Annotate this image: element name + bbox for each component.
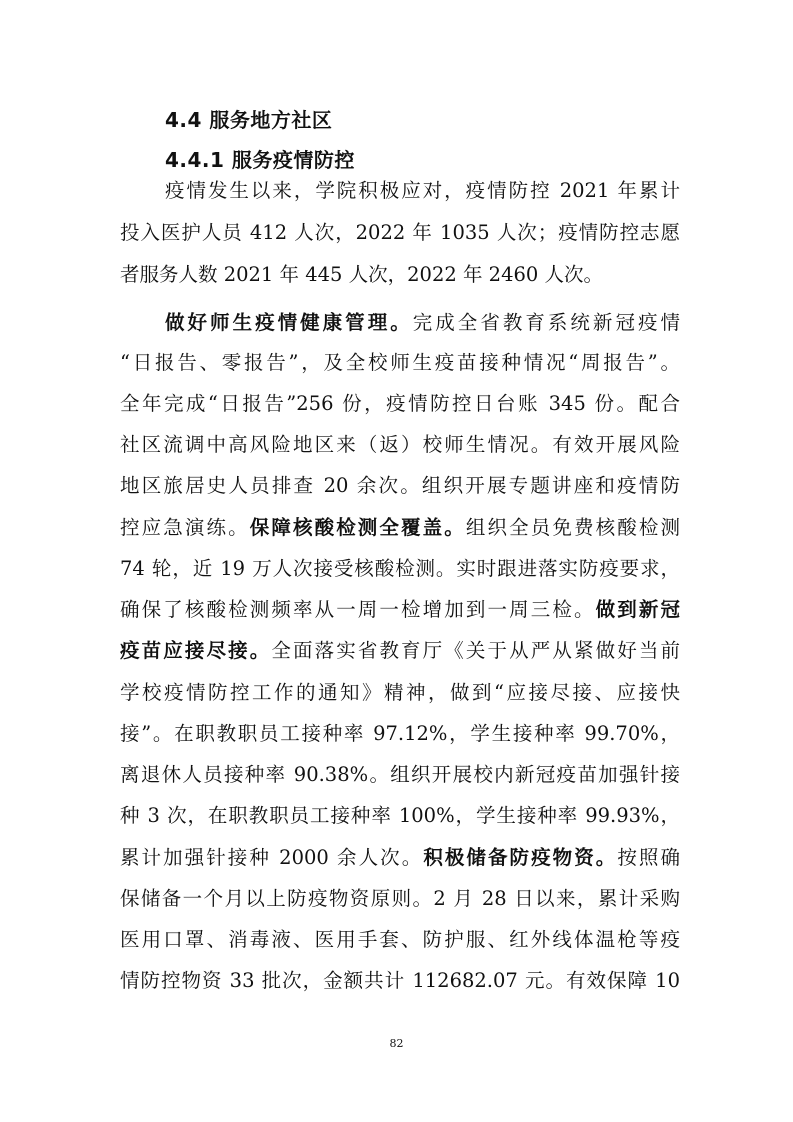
text-run: 累计加强针接种 2000 余人次。 [120, 846, 424, 869]
paragraph-line: 全年完成“日报告”256 份，疫情防控日台账 345 份。配合 [120, 392, 680, 415]
text-run: 确保了核酸检测频率从一周一检增加到一周三检。 [120, 598, 596, 621]
paragraph-line: 保储备一个月以上防疫物资原则。2 月 28 日以来，累计采购 [120, 887, 680, 910]
bold-phrase: 保障核酸检测全覆盖。 [249, 516, 466, 539]
paragraph-line: 学校疫情防控工作的通知》精神，做到“应接尽接、应接快 [120, 681, 680, 704]
text-run: 控应急演练。 [120, 516, 250, 539]
paragraph-line: “日报告、零报告”，及全校师生疫苗接种情况“周报告”。 [120, 351, 680, 374]
subsection-heading: 4.4.1 服务疫情防控 [165, 148, 355, 172]
paragraph-line [120, 845, 680, 871]
bold-phrase: 积极储备防疫物资。 [423, 846, 618, 869]
paragraph-line: 种 3 次，在职教职员工接种率 100%，学生接种率 99.93%， [120, 804, 680, 827]
page-number: 82 [389, 1037, 404, 1050]
paragraph-line [165, 310, 680, 336]
paragraph-line [120, 638, 680, 664]
paragraph-line: 接”。在职教职员工接种率 97.12%，学生接种率 99.70%， [120, 722, 680, 745]
paragraph-line [120, 515, 680, 541]
paragraph-line: 医用口罩、消毒液、医用手套、防护服、红外线体温枪等疫 [120, 928, 680, 951]
bold-phrase: 疫苗应接尽接。 [120, 639, 272, 662]
paragraph-line: 社区流调中高风险地区来（返）校师生情况。有效开展风险 [120, 433, 680, 456]
text-run: 全面落实省教育厅《关于从严从紧做好当前 [271, 639, 680, 662]
paragraph-line [120, 597, 680, 623]
paragraph-line: 离退休人员接种率 90.38%。组织开展校内新冠疫苗加强针接 [120, 763, 680, 786]
paragraph-line: 投入医护人员 412 人次，2022 年 1035 人次；疫情防控志愿 [120, 221, 680, 244]
section-heading: 4.4 服务地方社区 [165, 108, 333, 132]
bold-phrase: 做好师生疫情健康管理。 [165, 311, 413, 334]
paragraph-line: 74 轮，近 19 万人次接受核酸检测。实时跟进落实防疫要求， [120, 557, 680, 580]
paragraph-line: 者服务人数 2021 年 445 人次，2022 年 2460 人次。 [120, 263, 603, 286]
paragraph-line: 疫情发生以来，学院积极应对，疫情防控 2021 年累计 [165, 179, 680, 202]
text-run: 按照确 [617, 846, 680, 869]
text-run: 完成全省教育系统新冠疫情 [412, 311, 680, 334]
bold-phrase: 做到新冠 [595, 598, 680, 621]
text-run: 组织全员免费核酸检测 [465, 516, 680, 539]
paragraph-line: 情防控物资 33 批次，金额共计 112682.07 元。有效保障 10 [120, 969, 680, 992]
paragraph-line: 地区旅居史人员排查 20 余次。组织开展专题讲座和疫情防 [120, 474, 680, 497]
